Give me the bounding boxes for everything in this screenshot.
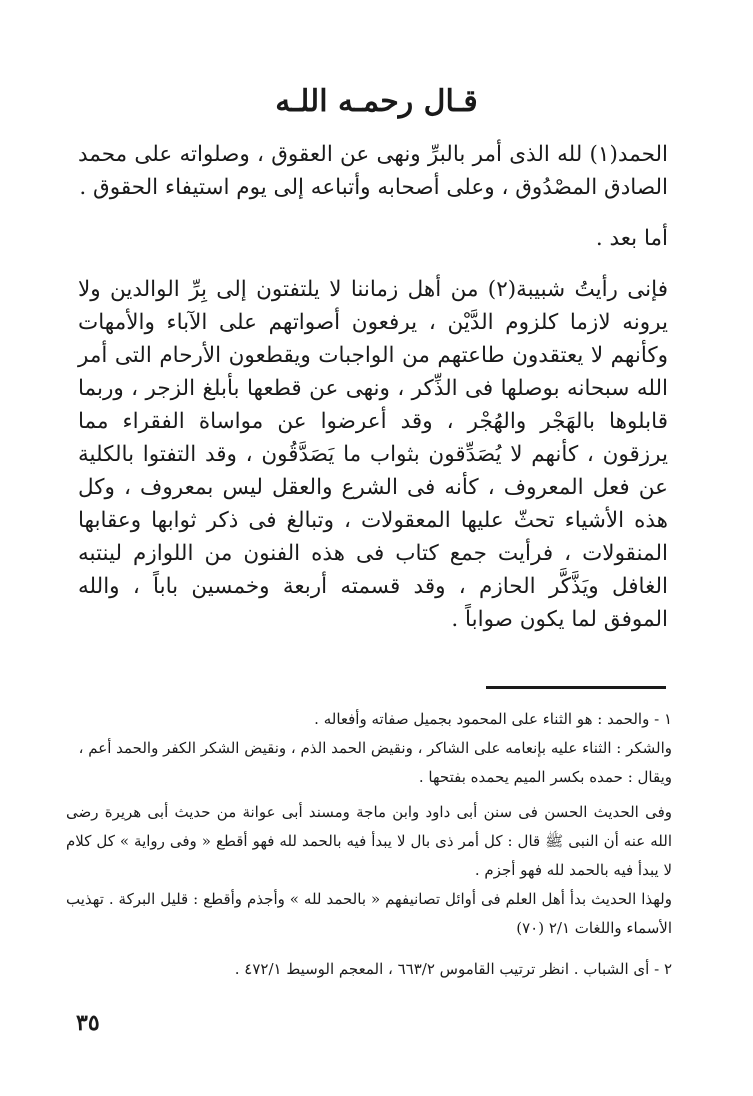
- footnote-1-ulama: ولهذا الحديث بدأ أهل العلم فى أوائل تصانيفهم « بالحمد لله » وأجذم وأقطع : قليل البركة . تهذيب الأسماء واللغات ٢/١ (٧٠): [66, 890, 672, 937]
- page-number: ٣٥: [76, 1010, 100, 1036]
- footnote-2: ٢ - أى الشباب . انظر ترتيب القاموس ٦٦٣/٢ ، المعجم الوسيط ٤٧٢/١ .: [234, 960, 672, 978]
- amma-baad-line: أما بعد .: [595, 226, 668, 251]
- intro-paragraph: الحمد(١) لله الذى أمر بالبرِّ ونهى عن العقوق ، وصلواته على محمد الصادق المصْدُوق ، وعلى أصحابه وأتباعه إلى يوم استيفاء الحقوق .: [78, 142, 668, 200]
- footnote-separator: [486, 686, 666, 689]
- footnote-1-line-3: ويقال : حمده بكسر الميم يحمده بفتحها .: [418, 768, 672, 786]
- main-text: [78, 138, 668, 636]
- footnote-1-hadith: وفى الحديث الحسن فى سنن أبى داود وابن ماجة ومسند أبى عوانة من حديث أبى هريرة رضى الله عنه أن النبى ﷺ قال : كل أمر ذى بال لا يبدأ فيه بالحمد لله فهو أقطع « وفى رواية » كل كلام لا يبدأ فيه بالحمد لله فهو أجزم .: [66, 803, 672, 879]
- footnote-1-line-2: والشكر : الثناء عليه بإنعامه على الشاكر ، ونقيض الحمد الذم ، ونقيض الشكر الكفر والحمد أعم ،: [78, 739, 672, 757]
- footnotes: [66, 705, 672, 984]
- section-heading: قـال رحمـه اللـه: [275, 84, 478, 119]
- footnote-1-line-1: ١ - والحمد : هو الثناء على المحمود بجميل صفاته وأفعاله .: [314, 710, 672, 728]
- main-paragraph: فإنى رأيتُ شبيبة(٢) من أهل زماننا لا يلتفتون إلى بِرِّ الوالدين ولا يرونه لازما كلزوم الدَّيْن ، يرفعون أصواتهم على الآباء والأمهات وكأنهم لا يعتقدون طاعتهم من الواجبات ويقطعون الأرحام التى أمر الله سبحانه بوصلها فى الذِّكر ، ونهى عن قطعها بأبلغ الزجر ، وربما قابلوها بالهَجْر والهُجْر ، وقد أعرضوا عن مواساة الفقراء مما يرزقون ، كأنهم لا يُصَدِّقون بثواب ما يَصَدَّقُون ، وقد التفتوا بالكلية عن فعل المعروف ، كأنه فى الشرع والعقل ليس بمعروف ، وكل هذه الأشياء تحثّ عليها المعقولات ، وتبالغ فى ذكر ثوابها وعقابها المنقولات ، فرأيت جمع كتاب فى هذه الفنون من اللوازم لينتبه الغافل ويَذَّكَّر الحازم ، وقد قسمته أربعة وخمسين باباً ، والله الموفق لما يكون صواباً .: [78, 277, 668, 632]
